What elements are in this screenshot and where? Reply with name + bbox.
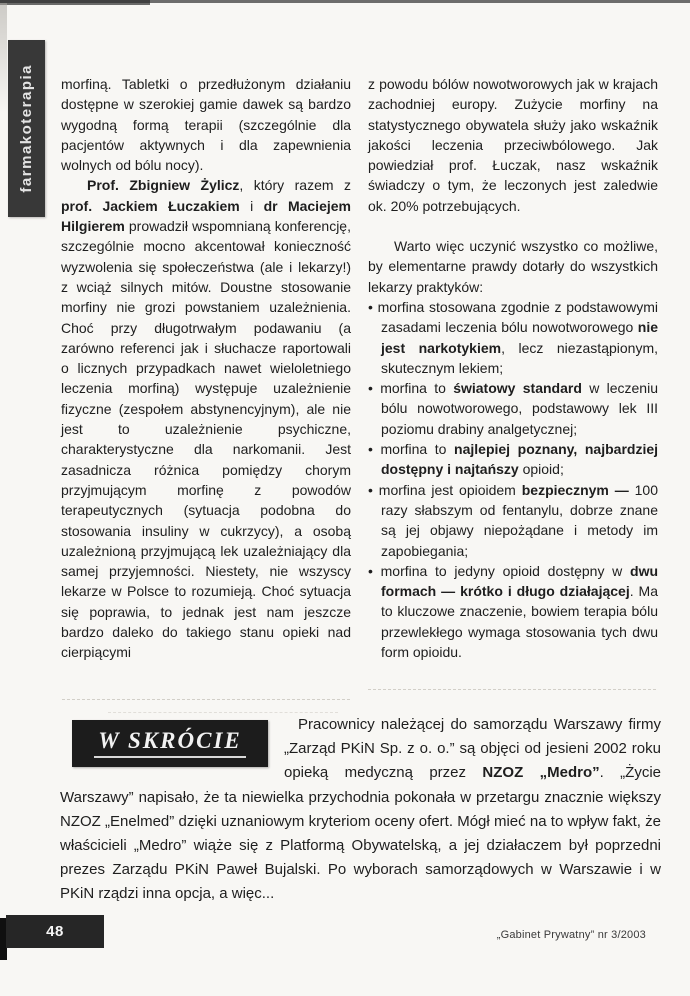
body-text: , który razem z bbox=[239, 177, 351, 194]
body-text: opioid; bbox=[518, 461, 564, 478]
body-text: morfina jest opioidem bbox=[378, 481, 522, 498]
bold-text: nie jest narkotykiem bbox=[381, 319, 658, 356]
body-text: morfina to bbox=[380, 380, 454, 397]
bold-text: bezpiecznym — bbox=[521, 481, 629, 498]
body-text: z powodu bólów nowotworowych jak w krajach zachodniej europy. Zużycie morfiny na statystycznego obywatela służy jako wskaźnik jakości leczenia przeciwbólowego. Jak powiedział prof. Łuczak, nasz wskaźnik świadczy o tym, że leczonych jest zaledwie ok. 20% potrzebujących. bbox=[368, 76, 658, 214]
w-skrocie-section bbox=[60, 713, 661, 907]
bullet-marker: • bbox=[368, 441, 381, 458]
scan-artifact-top-corner bbox=[0, 0, 150, 5]
body-text: morfina to bbox=[380, 441, 455, 458]
body-text: , lecz niezastąpionym, skutecznym lekiem; bbox=[381, 339, 659, 376]
scan-bleed-line bbox=[368, 689, 656, 690]
body-text: Pracownicy należącej do samorządu Warszawy firmy „Zarząd PKiN Sp. z o. o.” są objęci od jesieni 2002 roku opieką medyczną przez bbox=[284, 716, 661, 782]
journal-reference: „Gabinet Prywatny” nr 3/2003 bbox=[496, 929, 646, 941]
body-text: morfina stosowana zgodnie z podstawowymi zasadami leczenia bólu nowotworowego bbox=[377, 298, 659, 336]
bullet-item bbox=[368, 439, 658, 480]
bold-text: prof. Jackiem Łuczakiem bbox=[61, 197, 240, 214]
scan-bleed-line bbox=[62, 699, 350, 700]
paragraph bbox=[61, 74, 351, 175]
bold-text: dwu formach — krótko i długo działającej bbox=[381, 562, 659, 600]
page-number: 48 bbox=[46, 923, 64, 940]
bullet-marker: • bbox=[368, 481, 379, 498]
paragraph bbox=[61, 175, 351, 662]
body-text: 100 razy słabszym od fentanylu, dobrze znane są jej objawy niepożądane i metody im zapobiegania; bbox=[381, 481, 659, 559]
article-column-right bbox=[368, 74, 658, 663]
body-text: prowadził wspomnianą konferencję, szczególnie mocno akcentował konieczność wyzwolenia się społeczeństwa (ale i lekarzy!) z wciąż silnych mitów. Doustne stosowanie morfiny nie grozi powstaniem uzależnienia. Choć przy długotrwałym podawaniu (a zarówno referenci jak i słuchacze raportowali o licznych przypadkach nawet wieloletniego leczenia morfiną) występuje uzależnienie fizyczne (zespołem abstynencyjnym), ale nie jest to uzależnienie psychiczne, charakterystyczne dla narkomanii. Jest zasadnicza różnica pomiędzy chorym przyjmującym morfinę z powodów terapeutycznych (sytuacja podobna do stosowania insuliny w cukrzycy), a osobą uzależnioną przyjmującą lek uzależniający dla samej przyjemności. Niestety, nie wszyscy lekarze w Polsce to rozumieją. Choć sytuacja się poprawia, to jednak jest nam jeszcze bardzo daleko do takiego stanu opieki nad cierpiącymi bbox=[61, 218, 351, 661]
w-skrocie-heading: W SKRÓCIE bbox=[94, 729, 246, 758]
bold-text: NZOZ „Medro” bbox=[482, 764, 600, 782]
bold-text: światowy standard bbox=[453, 380, 582, 397]
bullet-marker: • bbox=[368, 298, 378, 315]
bullet-item bbox=[368, 480, 658, 561]
bold-text: Prof. Zbigniew Żylicz bbox=[87, 177, 240, 194]
bullet-marker: • bbox=[368, 562, 381, 579]
body-text: . Ma to kluczowe znaczenie, bowiem terapia bólu przewlekłego wymaga stosowania tych dwu form opioidu. bbox=[381, 583, 658, 661]
bold-text: dr Maciejem Hilgierem bbox=[61, 197, 351, 235]
bold-text: najlepiej poznany, najbardziej dostępny i najtańszy bbox=[381, 441, 659, 478]
body-text: w leczeniu bólu nowotworowego, podstawowy lek III poziomu drabiny analgetycznej; bbox=[381, 380, 658, 437]
body-text: i bbox=[239, 197, 264, 214]
bullet-item bbox=[368, 378, 658, 439]
body-text: morfiną. Tabletki o przedłużonym działaniu dostępne w szerokiej gamie dawek są bardzo wygodną formą terapii (szczególnie dla pacjentów aktywnych i dla zapewnienia wolnych od bólu nocy). bbox=[61, 76, 351, 174]
paragraph bbox=[368, 74, 658, 216]
w-skrocie-box bbox=[72, 720, 268, 767]
section-tab-label: farmakoterapia bbox=[18, 64, 35, 193]
body-text: Warto więc uczynić wszystko co możliwe, by elementarne prawdy dotarły do wszystkich lekarzy praktyków: bbox=[368, 238, 658, 295]
article-column-left bbox=[61, 74, 351, 663]
bullet-marker: • bbox=[368, 380, 381, 397]
scan-artifact-left-edge bbox=[0, 3, 7, 113]
paragraph bbox=[368, 236, 658, 297]
body-text: . „Życie Warszawy” napisało, że ta niewielka przychodnia pokonała w przetargu znacznie większy NZOZ „Enelmed” dzięki uznaniowym kryteriom oceny ofert. Mógł mieć na to wpływ fakt, że właścicieli „Medro” wiąże się z Platformą Obywatelską, a jej działaczem był poprzedni prezes Zarządu PKiN Paweł Bujalski. Po wyborach samorządowych w Warszawie i w PKiN rządzi inna opcja, a więc... bbox=[60, 764, 662, 903]
page-number-box bbox=[6, 915, 104, 948]
article-columns bbox=[61, 74, 659, 663]
body-text: morfina to jedyny opioid dostępny w bbox=[380, 562, 631, 579]
bullet-item bbox=[368, 561, 658, 662]
bullet-item bbox=[368, 297, 658, 378]
section-tab-farmakoterapia bbox=[8, 40, 45, 217]
